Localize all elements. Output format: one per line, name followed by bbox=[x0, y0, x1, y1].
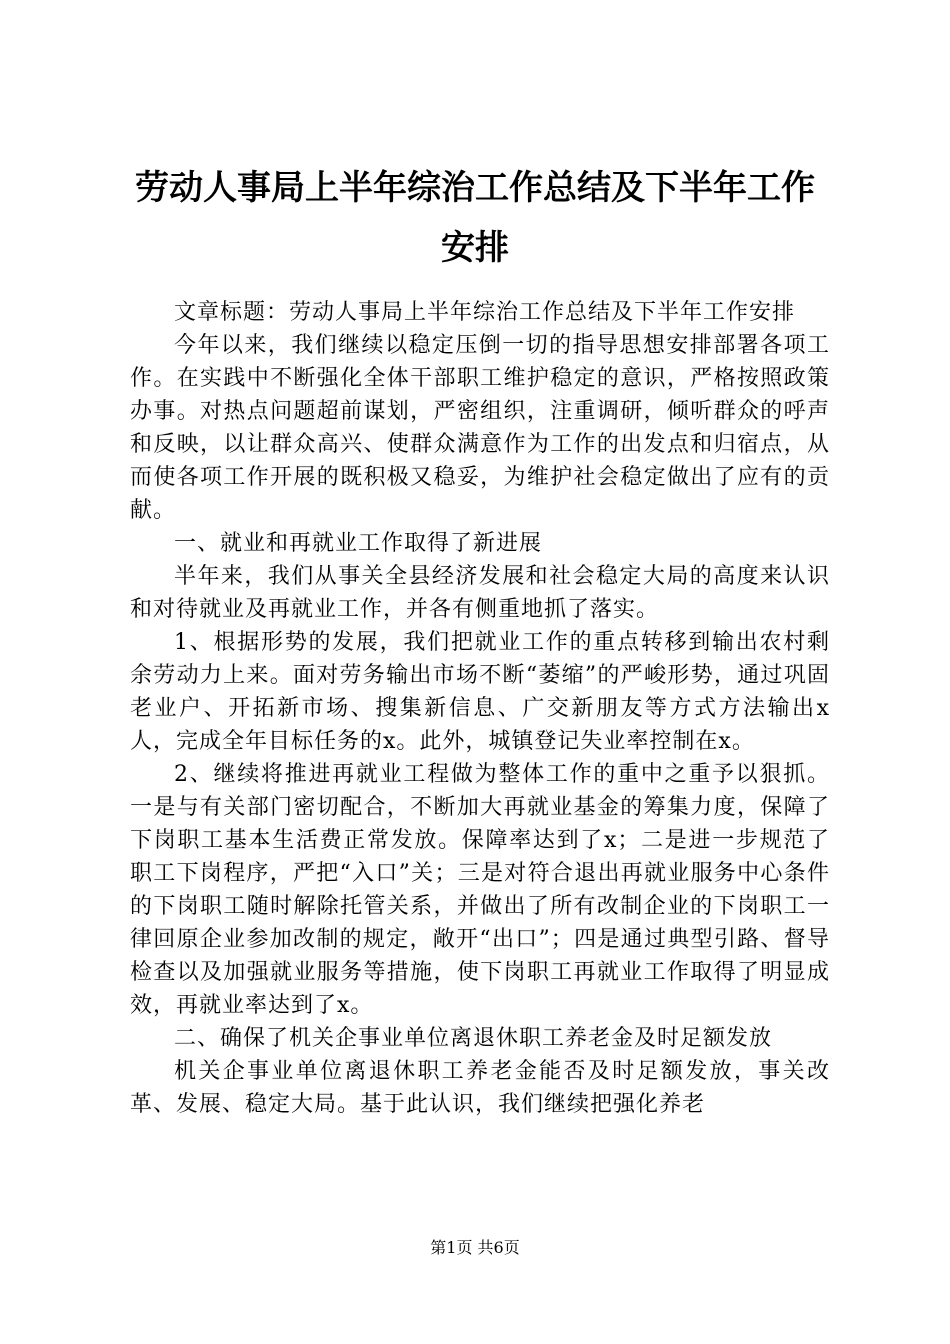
document-body bbox=[130, 296, 830, 1121]
section-heading-2: 二、确保了机关企事业单位离退休职工养老金及时足额发放 bbox=[174, 1026, 773, 1051]
paragraph-intro: 今年以来，我们继续以稳定压倒一切的指导思想安排部署各项工作。在实践中不断强化全体干部职工维护稳定的意识，严格按照政策办事。对热点问题超前谋划，严密组织，注重调研，倾听群众的呼声和反映，以让群众高兴、使群众满意作为工作的出发点和归宿点，从而使各项工作开展的既积极又稳妥，为维护社会稳定做出了应有的贡献。 bbox=[130, 333, 830, 523]
document-title: 劳动人事局上半年综治工作总结及下半年工作安排 bbox=[135, 168, 815, 268]
page-footer: 第1页 共6页 bbox=[430, 1238, 520, 1257]
paragraph-article-title: 文章标题：劳动人事局上半年综治工作总结及下半年工作安排 bbox=[174, 300, 796, 325]
paragraph-section-1-item-2: 2、继续将推进再就业工程做为整体工作的重中之重予以狠抓。一是与有关部门密切配合，不断加大再就业基金的筹集力度，保障了下岗职工基本生活费正常发放。保障率达到了x；二是进一步规范了职工下岗程序，严把“入口”关；三是对符合退出再就业服务中心条件的下岗职工随时解除托管关系，并做出了所有改制企业的下岗职工一律回原企业参加改制的规定，敞开“出口”；四是通过典型引路、督导检查以及加强就业服务等措施，使下岗职工再就业工作取得了明显成效，再就业率达到了x。 bbox=[130, 762, 830, 1018]
section-heading-1: 一、就业和再就业工作取得了新进展 bbox=[174, 531, 543, 556]
paragraph-section-1-item-1: 1、根据形势的发展，我们把就业工作的重点转移到输出农村剩余劳动力上来。面对劳务输出市场不断“萎缩”的严峻形势，通过巩固老业户、开拓新市场、搜集新信息、广交新朋友等方式方法输出x人，完成全年目标任务的x。此外，城镇登记失业率控制在x。 bbox=[130, 630, 830, 754]
paragraph-section-2-intro: 机关企事业单位离退休职工养老金能否及时足额发放，事关改革、发展、稳定大局。基于此认识，我们继续把强化养老 bbox=[130, 1059, 830, 1117]
paragraph-section-1-intro: 半年来，我们从事关全县经济发展和社会稳定大局的高度来认识和对待就业及再就业工作，并各有侧重地抓了落实。 bbox=[130, 564, 830, 622]
